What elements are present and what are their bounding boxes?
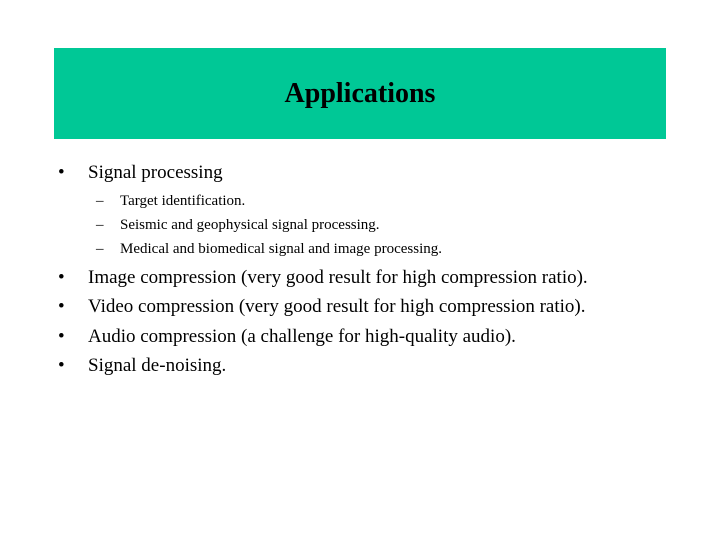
title-bar (54, 48, 666, 139)
bullet-text: Audio compression (a challenge for high-quality audio). (88, 326, 516, 347)
bullet-icon: • (58, 267, 65, 288)
subitem-text: Target identification. (120, 193, 246, 209)
bullet-text: Video compression (very good result for high compression ratio). (88, 296, 586, 317)
dash-icon: – (96, 217, 104, 233)
bullet-text: Signal de-noising. (88, 355, 227, 376)
subitem-text: Seismic and geophysical signal processing. (120, 217, 380, 233)
dash-icon: – (96, 193, 104, 209)
bullet-text: Signal processing (88, 162, 223, 183)
dash-icon: – (96, 241, 104, 257)
bullet-icon: • (58, 162, 65, 183)
bullet-icon: • (58, 355, 65, 376)
slide-title: Applications (284, 78, 436, 109)
subitem-text: Medical and biomedical signal and image processing. (120, 241, 442, 257)
bullet-text: Image compression (very good result for high compression ratio). (88, 267, 588, 288)
bullet-icon: • (58, 326, 65, 347)
bullet-icon: • (58, 296, 65, 317)
